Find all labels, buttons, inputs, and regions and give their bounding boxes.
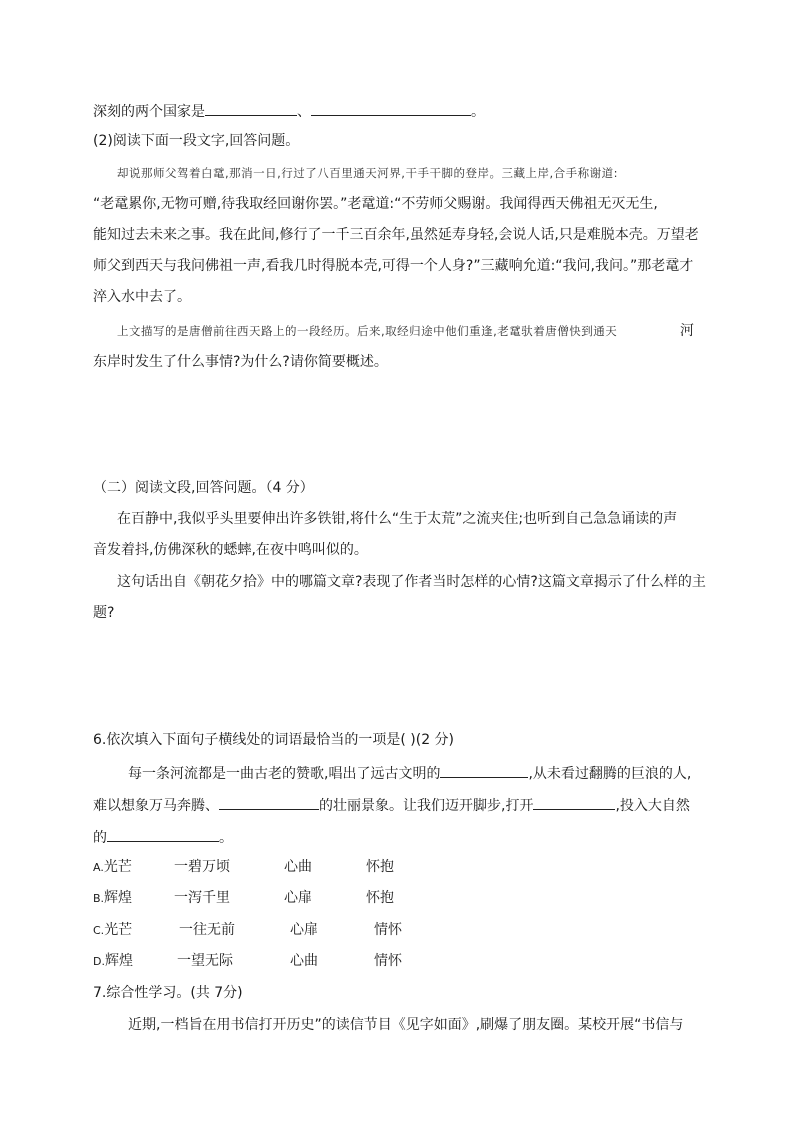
option-word: 辉煌 [104, 953, 133, 969]
passage-line: 师父到西天与我问佛祖一声,看我几时得脱本壳,可得一个人身?”三藏响允道:“我问,我问。”那老鼋才 [93, 258, 694, 274]
sentence-part: ,从未看过翻腾的巨浪的人, [528, 766, 692, 782]
option-word: 情怀 [374, 922, 402, 938]
fill-blank-3[interactable] [533, 794, 615, 810]
passage-line: 却说那师父驾着白鼋,那消一日,行过了八百里通天河界,干手干脚的登岸。三藏上岸,合手称谢道: [117, 166, 618, 180]
passage-line: “老鼋累你,无物可赠,待我取经回谢你罢。”老鼋道:“不劳师父赐谢。我闻得西天佛祖无灭无生, [93, 196, 658, 212]
option-label: D. [93, 955, 105, 968]
option-word: 光芒 [104, 922, 133, 938]
question-6-title: 6.依次填入下面句子横线处的词语最恰当的一项是( )(2 分) [93, 732, 455, 748]
line-end: 。 [471, 104, 485, 120]
question-text: 题? [93, 605, 115, 621]
sentence-line [93, 794, 690, 816]
option-word: 心扉 [284, 890, 312, 906]
question-7-title: 7.综合性学习。(共 7分) [93, 985, 243, 1001]
option-word: 心扉 [290, 922, 318, 938]
passage-line: 淬入水中去了。 [93, 289, 191, 305]
sentence-part: 难以想象万马奔腾、 [93, 798, 219, 814]
passage-line: 音发着抖,仿佛深秋的蟋蟀,在夜中鸣叫似的。 [93, 542, 368, 558]
section-title: （二）阅读文段,回答问题。（4 分） [93, 480, 314, 496]
option-label: A. [93, 861, 104, 874]
option-word: 辉煌 [104, 890, 133, 906]
sentence-part: 每一条河流都是一曲古老的赞歌,唱出了远古文明的 [128, 766, 441, 782]
option-label: B. [93, 892, 105, 905]
sentence-line [128, 762, 691, 784]
option-word: 一望无际 [177, 953, 233, 969]
passage-line: 在百静中,我似乎头里要伸出许多铁钳,将什么“生于太荒”之流夹住;也听到自己急急诵读的声 [117, 511, 678, 527]
fill-blank-1[interactable] [440, 762, 528, 778]
question-text: 上文描写的是唐僧前往西天路上的一段经历。后来,取经归途中他们重逢,老鼋驮着唐僧快到通天 [117, 324, 618, 338]
question-text: 这句话出自《朝花夕拾》中的哪篇文章?表现了作者当时怎样的心情?这篇文章揭示了什么样的主 [117, 574, 706, 590]
option-word: 心曲 [290, 953, 318, 969]
sentence-part: 的 [93, 830, 107, 846]
sentence-part: 。 [219, 830, 233, 846]
question-text: 东岸时发生了什么事情?为什么?请你简要概述。 [93, 354, 388, 370]
option-word: 一碧万顷 [174, 859, 230, 875]
subquestion-2-title: (2)阅读下面一段文字,回答问题。 [93, 133, 300, 149]
fill-blank-4[interactable] [107, 826, 219, 842]
answer-blank-1[interactable] [205, 100, 297, 116]
sentence-line [93, 826, 233, 848]
q5-answer-line [93, 100, 485, 122]
sentence-part: ,投入大自然 [615, 798, 690, 814]
option-word: 心曲 [284, 859, 312, 875]
sentence-part: 的壮丽景象。让我们迈开脚步,打开 [319, 798, 534, 814]
answer-blank-2[interactable] [311, 100, 471, 116]
option-word: 一往无前 [179, 922, 235, 938]
option-word: 怀抱 [366, 859, 394, 875]
question-7-text: 近期,一档旨在用书信打开历史”的读信节目《见字如面》,刷爆了朋友圈。某校开展“书信与 [128, 1017, 684, 1033]
option-word: 光芒 [103, 859, 132, 875]
option-word: 怀抱 [366, 890, 394, 906]
passage-line: 能知过去未来之事。我在此间,修行了一千三百余年,虽然延寿身轻,会说人话,只是难脱本壳。万望老 [93, 227, 699, 243]
question-text-tail: 河 [680, 323, 694, 339]
option-label: C. [93, 924, 105, 937]
option-word: 一泻千里 [174, 890, 230, 906]
option-word: 情怀 [374, 953, 402, 969]
q5-line-text: 深刻的两个国家是 [93, 104, 205, 120]
fill-blank-2[interactable] [219, 794, 319, 810]
separator: 、 [297, 104, 311, 120]
